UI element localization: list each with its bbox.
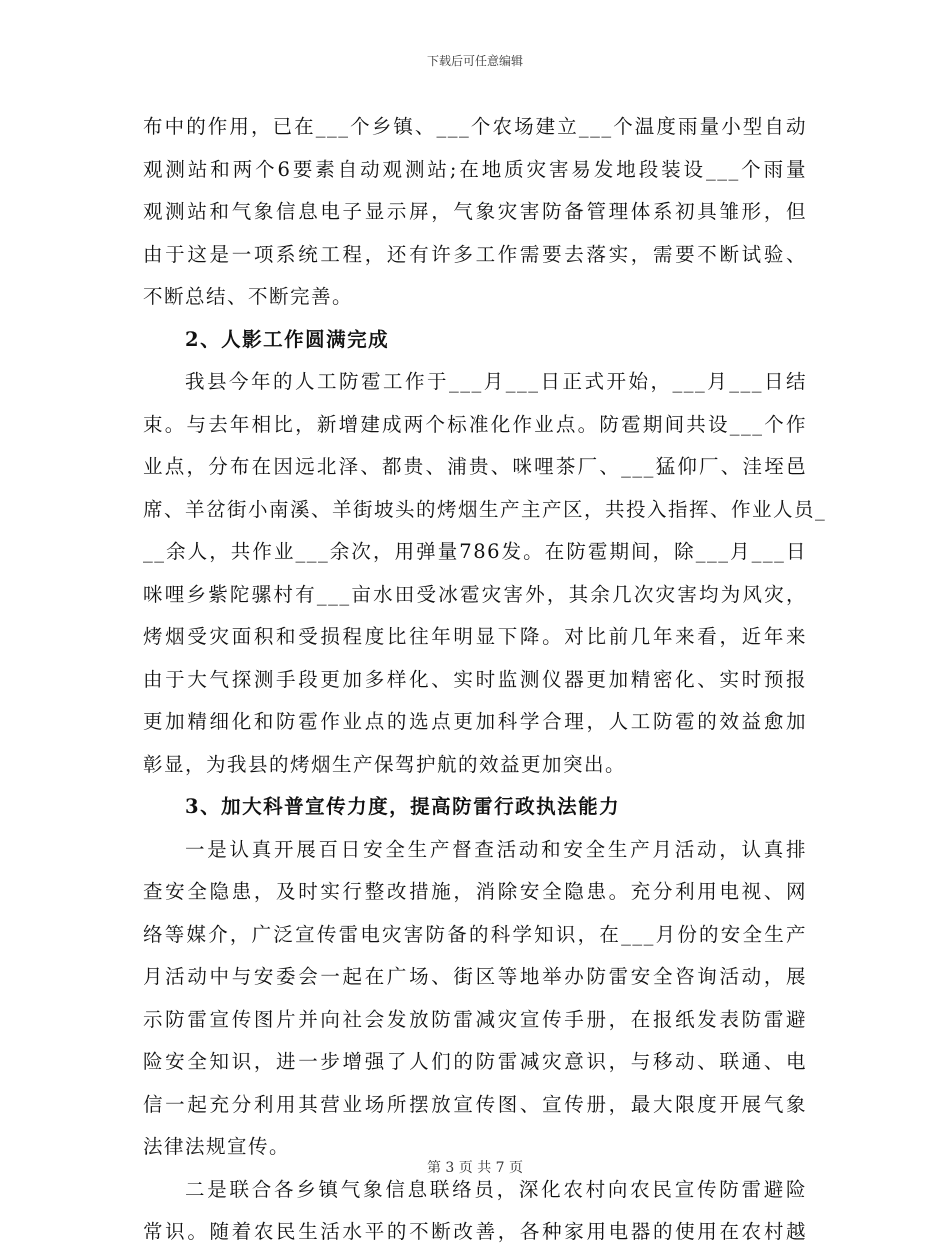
text-line: 常识。随着农民生活水平的不断改善，各种家用电器的使用在农村越 — [143, 1220, 807, 1243]
text-line: 信一起充分利用其营业场所摆放宣传图、宣传册，最大限度开展气象 — [143, 1092, 807, 1116]
text-line: 席、羊岔街小南溪、羊街坡头的烤烟生产主产区，共投入指挥、作业人员_ — [143, 497, 827, 521]
text-line: 二是联合各乡镇气象信息联络员，深化农村向农民宣传防雷避险 — [185, 1177, 807, 1201]
text-line: 烤烟受灾面积和受损程度比往年明显下降。对比前几年来看，近年来 — [143, 625, 807, 648]
text-line: 更加精细化和防雹作业点的选点更加科学合理，人工防雹的效益愈加 — [143, 710, 807, 733]
text-line: 法律法规宣传。 — [143, 1135, 291, 1158]
text-line: 险安全知识，进一步增强了人们的防雷减灾意识，与移动、联通、电 — [143, 1050, 807, 1073]
text-line: 示防雷宣传图片并向社会发放防雷减灾宣传手册，在报纸发表防雷避 — [143, 1007, 807, 1031]
text-line: 束。与去年相比，新增建成两个标准化作业点。防雹期间共设___个作 — [143, 412, 807, 436]
text-line: 咪哩乡紫陀骡村有___亩水田受冰雹灾害外，其余几次灾害均为风灾， — [143, 582, 807, 606]
document-body — [143, 106, 827, 1254]
text-line: 布中的作用，已在___个乡镇、___个农场建立___个温度雨量小型自动 — [143, 115, 807, 138]
text-line: 业点，分布在因远北泽、都贵、浦贵、咪哩茶厂、___猛仰厂、洼垤邑 — [143, 455, 807, 478]
section-heading: 2、人影工作圆满完成 — [185, 327, 390, 351]
page-header: 下载后可任意编辑 — [426, 54, 523, 68]
text-line: 不断总结、不断完善。 — [143, 285, 354, 308]
text-line: 一是认真开展百日安全生产督查活动和安全生产月活动，认真排 — [185, 837, 807, 861]
text-line: 查安全隐患，及时实行整改措施，消除安全隐患。充分利用电视、网 — [143, 880, 807, 903]
text-line: __余人，共作业___余次，用弹量786发。在防雹期间，除___月___日 — [143, 540, 807, 563]
text-line: 由于大气探测手段更加多样化、实时监测仪器更加精密化、实时预报 — [143, 667, 807, 691]
text-line: 观测站和气象信息电子显示屏，气象灾害防备管理体系初具雏形，但 — [143, 200, 807, 223]
text-line: 络等媒介，广泛宣传雷电灾害防备的科学知识，在___月份的安全生产 — [143, 922, 807, 946]
text-line: 月活动中与安委会一起在广场、街区等地举办防雷安全咨询活动，展 — [143, 965, 807, 988]
text-line: 彰显，为我县的烤烟生产保驾护航的效益更加突出。 — [143, 752, 627, 776]
page-footer: 第 3 页 共 7 页 — [426, 1160, 524, 1176]
text-line: 观测站和两个6要素自动观测站;在地质灾害易发地段装设___个雨量 — [143, 157, 807, 181]
section-heading: 3、加大科普宣传力度，提高防雷行政执法能力 — [185, 795, 621, 818]
text-line: 我县今年的人工防雹工作于___月___日正式开始，___月___日结 — [185, 370, 807, 393]
text-line: 由于这是一项系统工程，还有许多工作需要去落实，需要不断试验、 — [143, 242, 807, 266]
